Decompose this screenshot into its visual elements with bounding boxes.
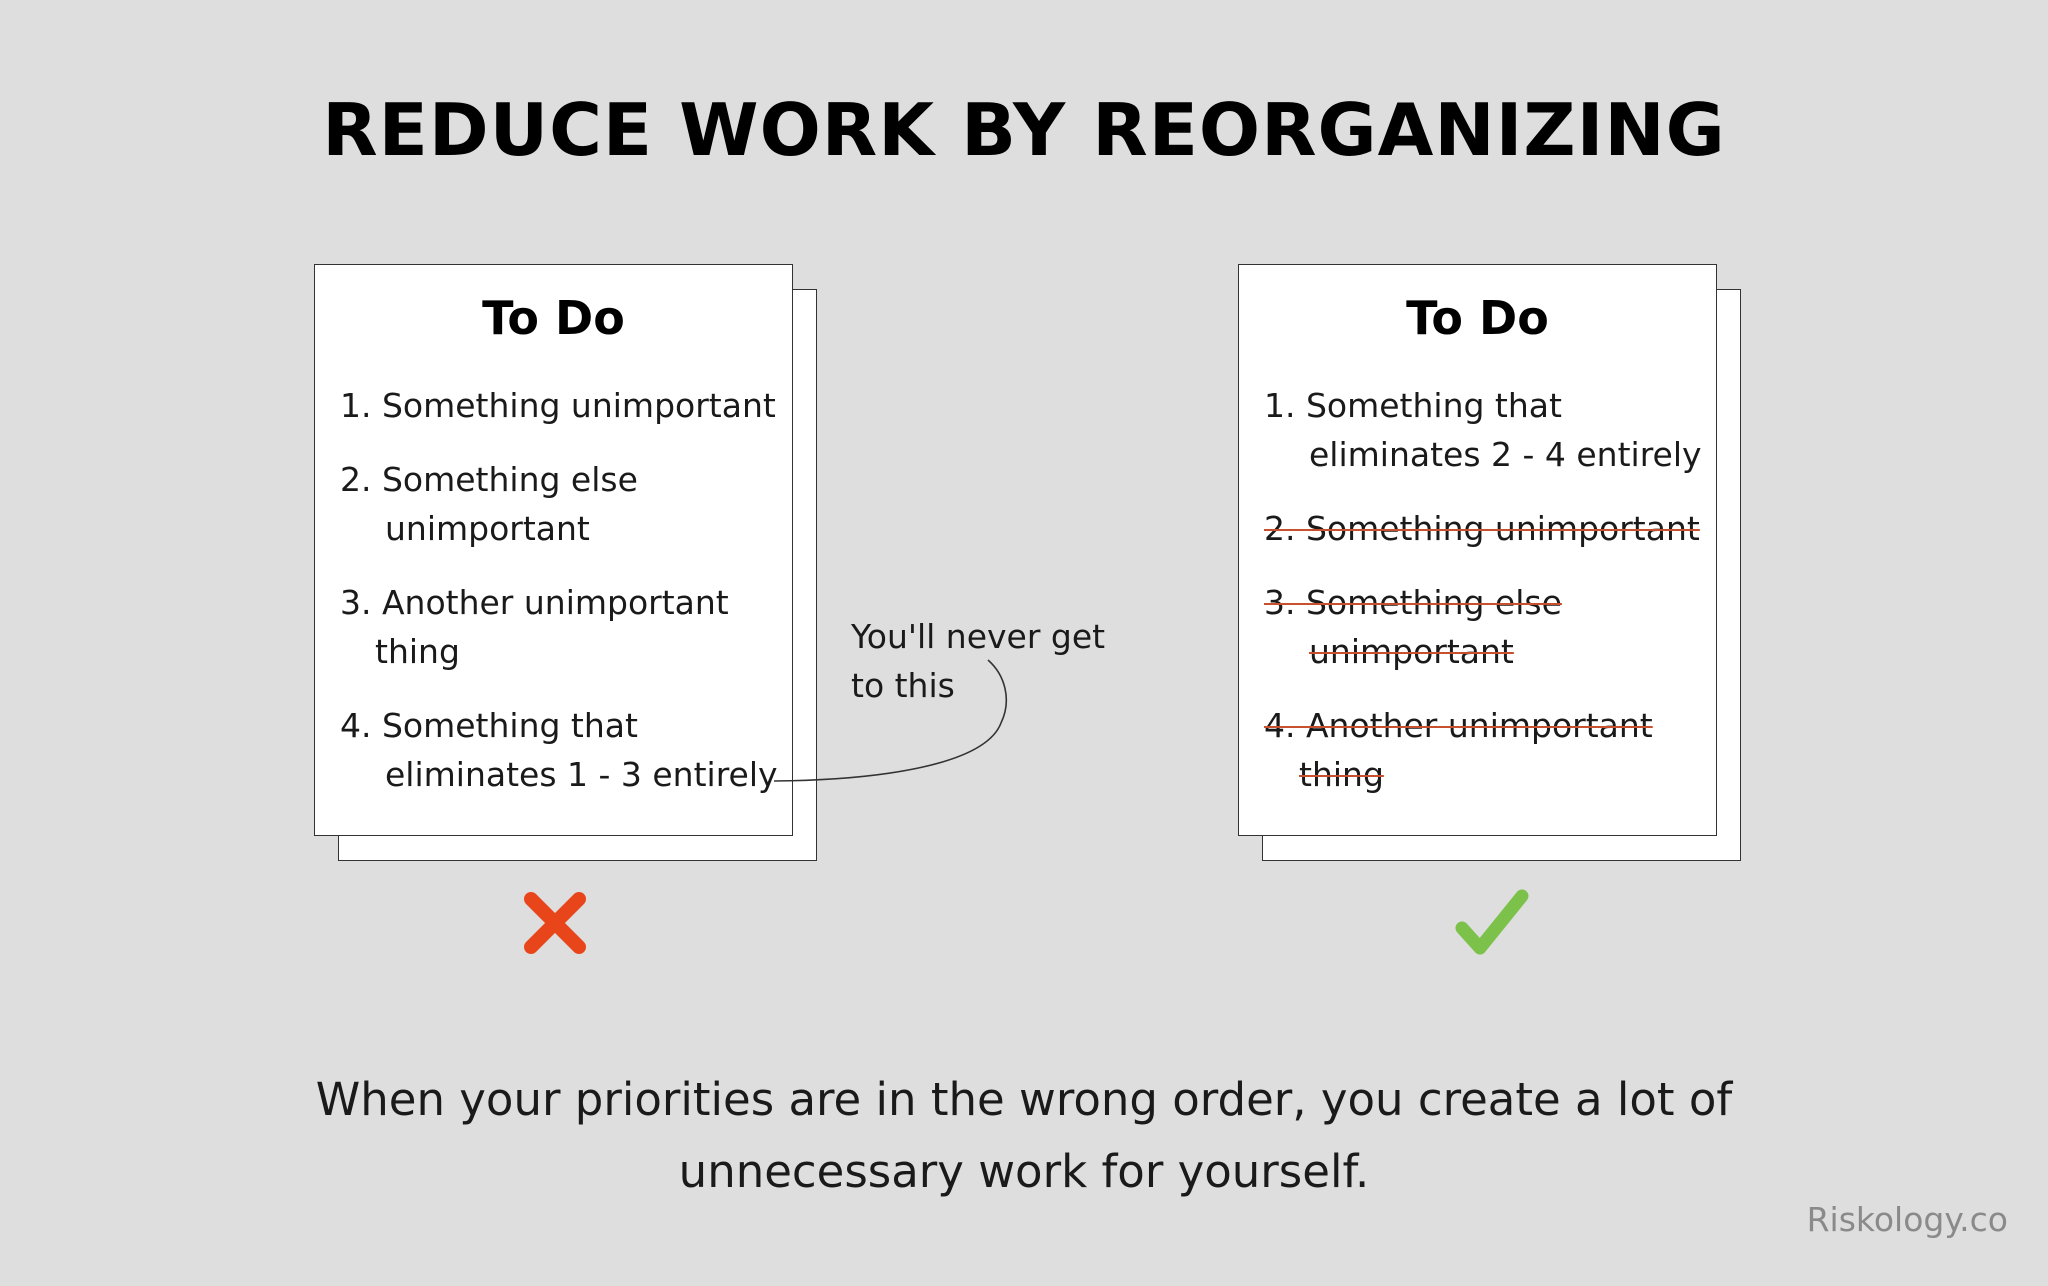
right-item-3-cont-struck: unimportant (1309, 632, 1514, 671)
left-item-4: 4. Something that (340, 706, 638, 745)
watermark: Riskology.co (1806, 1200, 2008, 1239)
caption-line-1: When your priorities are in the wrong order, you create a lot of (315, 1073, 1733, 1126)
left-item-4-cont: eliminates 1 - 3 entirely (385, 755, 778, 794)
left-item-1: 1. Something unimportant (340, 386, 776, 425)
left-todo-heading: To Do (482, 291, 625, 345)
caption-line-2: unnecessary work for yourself. (678, 1145, 1370, 1198)
right-item-1: 1. Something that (1264, 386, 1562, 425)
right-item-1-cont: eliminates 2 - 4 entirely (1309, 435, 1702, 474)
right-item-4-cont-struck: thing (1299, 755, 1384, 794)
right-item-4-struck: 4. Another unimportant (1264, 706, 1653, 745)
right-item-2-struck: 2. Something unimportant (1264, 509, 1700, 548)
caption (0, 1064, 2048, 1208)
left-item-3: 3. Another unimportant (340, 583, 729, 622)
left-item-2-cont: unimportant (385, 509, 590, 548)
annotation-line-1: You'll never get (851, 617, 1106, 656)
left-item-2: 2. Something else (340, 460, 638, 499)
page-title: REDUCE WORK BY REORGANIZING (322, 88, 1726, 172)
right-todo-heading: To Do (1406, 291, 1549, 345)
left-item-3-cont: thing (375, 632, 460, 671)
check-icon (1452, 888, 1532, 960)
right-item-3-struck: 3. Something else (1264, 583, 1562, 622)
annotation-line-2: to this (851, 666, 955, 705)
cross-icon (520, 888, 590, 958)
